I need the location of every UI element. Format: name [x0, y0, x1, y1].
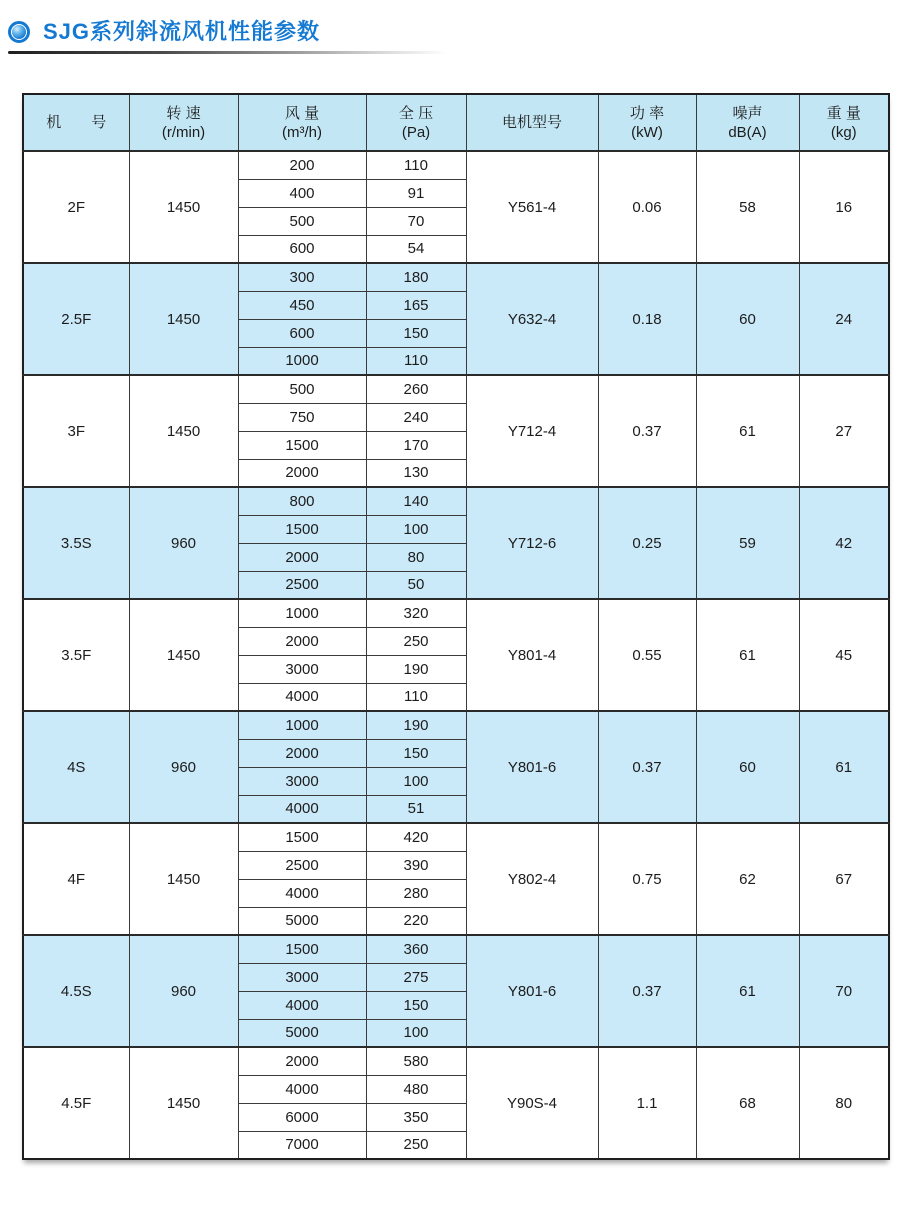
pressure-cell: 130: [366, 459, 466, 487]
speed-cell: 1450: [129, 375, 238, 487]
fan-performance-table: [22, 93, 890, 1160]
col-header-flow: [238, 94, 366, 151]
motor-cell: Y802-4: [466, 823, 598, 935]
pressure-cell: 480: [366, 1075, 466, 1103]
weight-cell: 24: [799, 263, 889, 375]
flow-cell: 1500: [238, 823, 366, 851]
speed-cell: 960: [129, 711, 238, 823]
col-header-pressure-unit: (Pa): [401, 123, 431, 141]
speed-cell: 1450: [129, 823, 238, 935]
flow-cell: 1000: [238, 599, 366, 627]
flow-cell: 2000: [238, 543, 366, 571]
weight-cell: 67: [799, 823, 889, 935]
col-header-speed-label: 转 速: [166, 104, 201, 122]
col-header-pressure: [366, 94, 466, 151]
flow-cell: 2000: [238, 627, 366, 655]
motor-cell: Y801-6: [466, 711, 598, 823]
weight-cell: 61: [799, 711, 889, 823]
pressure-cell: 580: [366, 1047, 466, 1075]
col-header-pressure-label: 全 压: [398, 104, 434, 122]
pressure-cell: 260: [366, 375, 466, 403]
power-cell: 0.55: [598, 599, 696, 711]
pressure-cell: 220: [366, 907, 466, 935]
model-cell: 4.5F: [23, 1047, 129, 1159]
flow-cell: 2000: [238, 459, 366, 487]
pressure-cell: 51: [366, 795, 466, 823]
power-cell: 0.37: [598, 935, 696, 1047]
col-header-weight-unit: (kg): [830, 123, 857, 141]
pressure-cell: 110: [366, 151, 466, 179]
pressure-cell: 91: [366, 179, 466, 207]
pressure-cell: 110: [366, 347, 466, 375]
col-header-flow-label: 风 量: [284, 104, 320, 122]
flow-cell: 600: [238, 235, 366, 263]
flow-cell: 2000: [238, 739, 366, 767]
motor-cell: Y632-4: [466, 263, 598, 375]
motor-cell: Y801-4: [466, 599, 598, 711]
table-row: [23, 823, 889, 851]
flow-cell: 800: [238, 487, 366, 515]
power-cell: 0.06: [598, 151, 696, 263]
model-cell: 3F: [23, 375, 129, 487]
flow-cell: 7000: [238, 1131, 366, 1159]
power-cell: 1.1: [598, 1047, 696, 1159]
pressure-cell: 170: [366, 431, 466, 459]
col-header-noise: [696, 94, 799, 151]
flow-cell: 4000: [238, 879, 366, 907]
pressure-cell: 150: [366, 319, 466, 347]
model-cell: 3.5F: [23, 599, 129, 711]
noise-cell: 59: [696, 487, 799, 599]
pressure-cell: 360: [366, 935, 466, 963]
col-header-motor: [466, 94, 598, 151]
flow-cell: 4000: [238, 1075, 366, 1103]
speed-cell: 1450: [129, 263, 238, 375]
motor-cell: Y90S-4: [466, 1047, 598, 1159]
model-cell: 4S: [23, 711, 129, 823]
power-cell: 0.18: [598, 263, 696, 375]
flow-cell: 2500: [238, 851, 366, 879]
flow-cell: 3000: [238, 655, 366, 683]
flow-cell: 4000: [238, 991, 366, 1019]
col-header-speed-unit: (r/min): [161, 123, 206, 141]
flow-cell: 300: [238, 263, 366, 291]
flow-cell: 1000: [238, 711, 366, 739]
col-header-weight: [799, 94, 889, 151]
noise-cell: 60: [696, 711, 799, 823]
flow-cell: 1500: [238, 935, 366, 963]
col-header-noise-unit: dB(A): [728, 123, 767, 141]
noise-cell: 60: [696, 263, 799, 375]
pressure-cell: 190: [366, 655, 466, 683]
model-cell: 4F: [23, 823, 129, 935]
page-title: SJG系列斜流风机性能参数: [43, 19, 321, 44]
weight-cell: 27: [799, 375, 889, 487]
pressure-cell: 240: [366, 403, 466, 431]
motor-cell: Y712-4: [466, 375, 598, 487]
speed-cell: 960: [129, 487, 238, 599]
table-row: [23, 151, 889, 179]
header-row: [23, 94, 889, 151]
col-header-noise-label: 噪声: [732, 104, 763, 122]
pressure-cell: 250: [366, 627, 466, 655]
col-header-flow-unit: (m³/h): [282, 123, 322, 141]
table-row: [23, 935, 889, 963]
table-row: [23, 375, 889, 403]
col-header-motor-label: 电机型号: [501, 114, 562, 131]
flow-cell: 4000: [238, 795, 366, 823]
motor-cell: Y561-4: [466, 151, 598, 263]
col-header-power-label: 功 率: [629, 104, 665, 122]
col-header-model-label: 机 号: [46, 114, 107, 131]
pressure-cell: 100: [366, 515, 466, 543]
table-row: [23, 263, 889, 291]
flow-cell: 2500: [238, 571, 366, 599]
col-header-speed: [129, 94, 238, 151]
pressure-cell: 390: [366, 851, 466, 879]
col-header-weight-label: 重 量: [826, 104, 861, 122]
flow-cell: 500: [238, 375, 366, 403]
pressure-cell: 70: [366, 207, 466, 235]
speed-cell: 1450: [129, 151, 238, 263]
pressure-cell: 420: [366, 823, 466, 851]
table-row: [23, 711, 889, 739]
flow-cell: 600: [238, 319, 366, 347]
flow-cell: 1500: [238, 431, 366, 459]
table-row: [23, 1047, 889, 1075]
pressure-cell: 50: [366, 571, 466, 599]
power-cell: 0.37: [598, 375, 696, 487]
bullet-inner-dot: [12, 25, 26, 39]
pressure-cell: 150: [366, 739, 466, 767]
pressure-cell: 280: [366, 879, 466, 907]
col-header-model: [23, 94, 129, 151]
weight-cell: 80: [799, 1047, 889, 1159]
flow-cell: 4000: [238, 683, 366, 711]
pressure-cell: 275: [366, 963, 466, 991]
model-cell: 4.5S: [23, 935, 129, 1047]
pressure-cell: 150: [366, 991, 466, 1019]
pressure-cell: 320: [366, 599, 466, 627]
pressure-cell: 140: [366, 487, 466, 515]
pressure-cell: 100: [366, 1019, 466, 1047]
model-cell: 2.5F: [23, 263, 129, 375]
speed-cell: 960: [129, 935, 238, 1047]
flow-cell: 6000: [238, 1103, 366, 1131]
title-underline-rule: [8, 51, 448, 54]
flow-cell: 450: [238, 291, 366, 319]
pressure-cell: 165: [366, 291, 466, 319]
pressure-cell: 250: [366, 1131, 466, 1159]
weight-cell: 45: [799, 599, 889, 711]
noise-cell: 68: [696, 1047, 799, 1159]
table-row: [23, 599, 889, 627]
speed-cell: 1450: [129, 1047, 238, 1159]
weight-cell: 42: [799, 487, 889, 599]
noise-cell: 58: [696, 151, 799, 263]
pressure-cell: 180: [366, 263, 466, 291]
motor-cell: Y712-6: [466, 487, 598, 599]
motor-cell: Y801-6: [466, 935, 598, 1047]
weight-cell: 70: [799, 935, 889, 1047]
page-header: [8, 16, 910, 48]
flow-cell: 3000: [238, 963, 366, 991]
flow-cell: 2000: [238, 1047, 366, 1075]
pressure-cell: 80: [366, 543, 466, 571]
model-cell: 2F: [23, 151, 129, 263]
pressure-cell: 100: [366, 767, 466, 795]
pressure-cell: 190: [366, 711, 466, 739]
col-header-power: [598, 94, 696, 151]
weight-cell: 16: [799, 151, 889, 263]
pressure-cell: 110: [366, 683, 466, 711]
model-cell: 3.5S: [23, 487, 129, 599]
flow-cell: 3000: [238, 767, 366, 795]
speed-cell: 1450: [129, 599, 238, 711]
flow-cell: 500: [238, 207, 366, 235]
col-header-power-unit: (kW): [631, 123, 663, 141]
power-cell: 0.25: [598, 487, 696, 599]
power-cell: 0.37: [598, 711, 696, 823]
concentric-circle-bullet-icon: [8, 21, 30, 43]
noise-cell: 61: [696, 935, 799, 1047]
flow-cell: 200: [238, 151, 366, 179]
pressure-cell: 350: [366, 1103, 466, 1131]
flow-cell: 1500: [238, 515, 366, 543]
table-row: [23, 487, 889, 515]
noise-cell: 61: [696, 375, 799, 487]
power-cell: 0.75: [598, 823, 696, 935]
flow-cell: 5000: [238, 907, 366, 935]
flow-cell: 5000: [238, 1019, 366, 1047]
flow-cell: 750: [238, 403, 366, 431]
flow-cell: 1000: [238, 347, 366, 375]
pressure-cell: 54: [366, 235, 466, 263]
flow-cell: 400: [238, 179, 366, 207]
noise-cell: 61: [696, 599, 799, 711]
noise-cell: 62: [696, 823, 799, 935]
